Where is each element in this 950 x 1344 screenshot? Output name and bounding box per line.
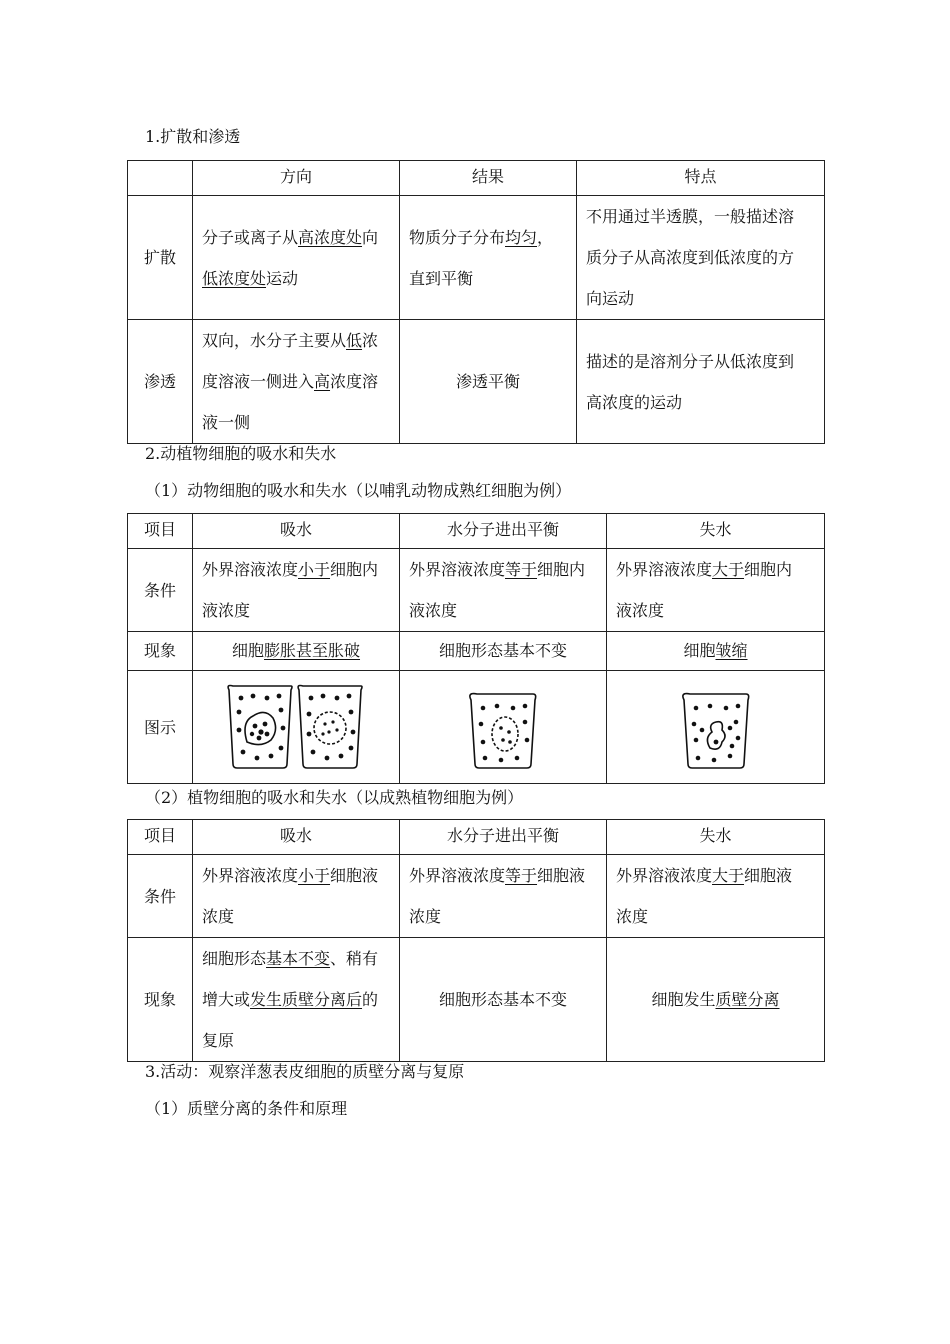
figure-cell-balance (400, 671, 607, 784)
phenomenon-cell: 细胞形态基本不变 (400, 938, 607, 1062)
plant-subtitle: （2）植物细胞的吸水和失水（以成熟植物细胞为例） (145, 788, 524, 807)
plant-cell-table (127, 819, 825, 1062)
row-label: 扩散 (128, 196, 193, 320)
row-label: 现象 (128, 938, 193, 1062)
header-cell: 项目 (128, 514, 193, 549)
header-cell: 水分子进出平衡 (400, 514, 607, 549)
result-cell: 渗透平衡 (400, 320, 577, 444)
direction-cell: 分子或离子从高浓度处向 低浓度处运动 (193, 196, 400, 320)
phenomenon-cell: 细胞形态基本不变、稍有 增大或发生质壁分离后的 复原 (193, 938, 400, 1062)
header-cell: 失水 (607, 514, 825, 549)
phenomenon-cell: 细胞形态基本不变 (400, 632, 607, 671)
table-row (128, 632, 825, 671)
table-row (128, 320, 825, 444)
header-cell: 水分子进出平衡 (400, 820, 607, 855)
animal-subtitle: （1）动物细胞的吸水和失水（以哺乳动物成熟红细胞为例） (145, 481, 572, 500)
header-cell (128, 161, 193, 196)
row-label: 渗透 (128, 320, 193, 444)
direction-cell: 双向，水分子主要从低浓 度溶液一侧进入高浓度溶 液一侧 (193, 320, 400, 444)
header-cell: 吸水 (193, 820, 400, 855)
animal-cell-table (127, 513, 825, 784)
table-row (128, 196, 825, 320)
table-row (128, 938, 825, 1062)
row-label: 图示 (128, 671, 193, 784)
condition-cell: 外界溶液浓度小于细胞内 液浓度 (193, 549, 400, 632)
header-cell: 失水 (607, 820, 825, 855)
header-cell: 项目 (128, 820, 193, 855)
section-3-subtitle: （1）质壁分离的条件和原理 (145, 1099, 348, 1118)
section-2-title: 2.动植物细胞的吸水和失水 (145, 444, 337, 463)
header-cell: 吸水 (193, 514, 400, 549)
phenomenon-cell: 细胞皱缩 (607, 632, 825, 671)
condition-cell: 外界溶液浓度小于细胞液 浓度 (193, 855, 400, 938)
row-label: 条件 (128, 855, 193, 938)
table-row (128, 549, 825, 632)
beaker-balance-illustration (463, 682, 543, 772)
table-row (128, 671, 825, 784)
figure-cell-shrinking (607, 671, 825, 784)
header-cell: 方向 (193, 161, 400, 196)
section-1-title: 1.扩散和渗透 (145, 127, 241, 146)
beaker-shrinking-illustration (676, 682, 756, 772)
beaker-swelling-illustration (221, 682, 371, 772)
phenomenon-cell: 细胞膨胀甚至胀破 (193, 632, 400, 671)
condition-cell: 外界溶液浓度大于细胞内 液浓度 (607, 549, 825, 632)
row-label: 现象 (128, 632, 193, 671)
condition-cell: 外界溶液浓度等于细胞液 浓度 (400, 855, 607, 938)
table-row (128, 855, 825, 938)
result-cell: 物质分子分布均匀， 直到平衡 (400, 196, 577, 320)
feature-cell: 描述的是溶剂分子从低浓度到 高浓度的运动 (577, 320, 825, 444)
figure-cell-swelling (193, 671, 400, 784)
diffusion-osmosis-table (127, 160, 825, 444)
feature-cell: 不用通过半透膜，一般描述溶 质分子从高浓度到低浓度的方 向运动 (577, 196, 825, 320)
row-label: 条件 (128, 549, 193, 632)
condition-cell: 外界溶液浓度大于细胞液 浓度 (607, 855, 825, 938)
section-3-title: 3.活动：观察洋葱表皮细胞的质壁分离与复原 (145, 1062, 465, 1081)
table-header-row (128, 514, 825, 549)
condition-cell: 外界溶液浓度等于细胞内 液浓度 (400, 549, 607, 632)
table-header-row (128, 820, 825, 855)
header-cell: 特点 (577, 161, 825, 196)
phenomenon-cell: 细胞发生质壁分离 (607, 938, 825, 1062)
table-header-row (128, 161, 825, 196)
header-cell: 结果 (400, 161, 577, 196)
